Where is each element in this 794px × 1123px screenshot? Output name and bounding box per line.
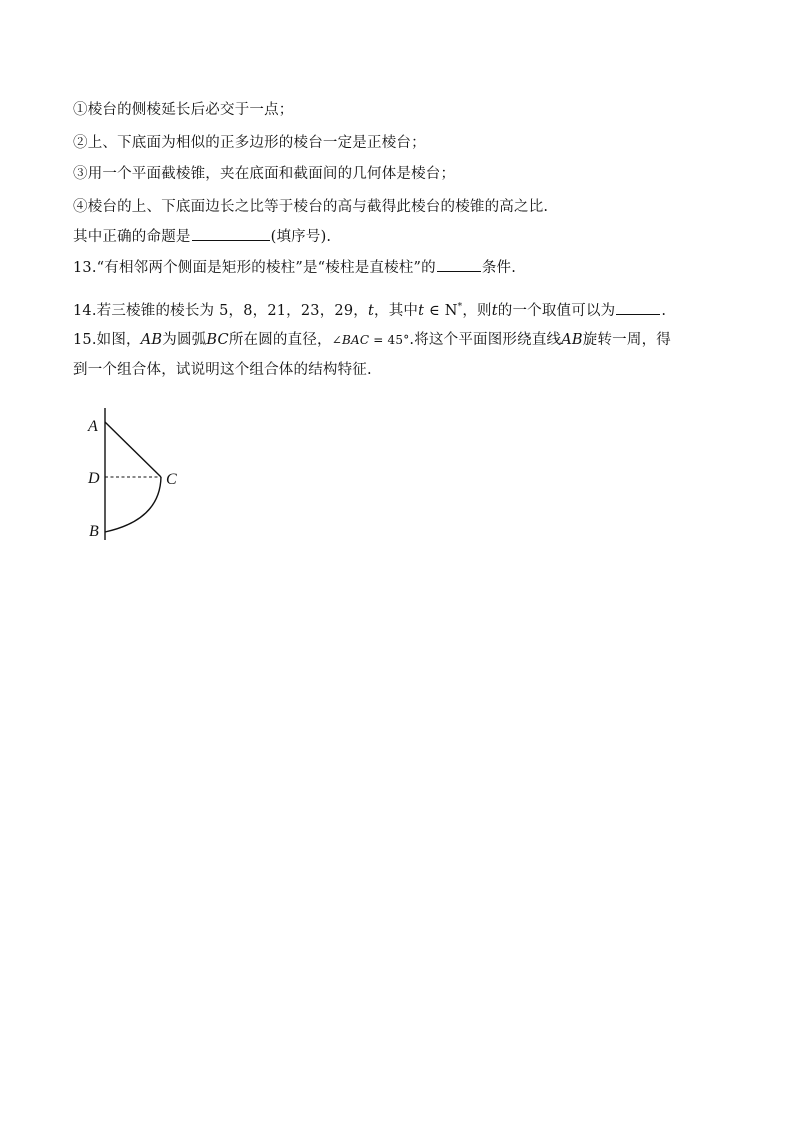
q15-ab-2: AB — [561, 332, 583, 348]
answer-blank-13[interactable] — [437, 257, 481, 272]
label-c: C — [166, 471, 177, 488]
q15-bc: BC — [206, 332, 229, 348]
q14-mid2: ，则 — [462, 302, 492, 319]
q15-part-a: 15.如图， — [73, 332, 141, 348]
statement-3: ③用一个平面截棱锥，夹在底面和截面间的几何体是棱台； — [73, 166, 456, 182]
q12-suffix: (填序号). — [270, 229, 332, 245]
label-d: D — [88, 470, 100, 487]
question-14 — [73, 296, 666, 322]
q14-sup: * — [457, 302, 463, 312]
q14-var-t3: t — [491, 302, 498, 319]
q14-var-t2: t — [418, 302, 425, 319]
statement-4: ④棱台的上、下底面边长之比等于棱台的高与截得此棱台的棱锥的高之比. — [73, 199, 549, 215]
statement-2: ②上、下底面为相似的正多边形的棱台一定是正棱台； — [73, 135, 426, 151]
q15-part-d: .将这个平面图形绕直线 — [409, 332, 562, 348]
answer-blank-12[interactable] — [192, 226, 270, 241]
figure-svg — [84, 404, 194, 544]
q12-prefix: 其中正确的命题是 — [73, 229, 191, 245]
q15-angle-value: = 45° — [369, 333, 410, 347]
question-13 — [73, 257, 516, 279]
q15-ab: AB — [140, 332, 163, 348]
q15-part-c: 所在圆的直径， — [228, 332, 332, 348]
q14-prefix: 14.若三棱锥的棱长为 5，8，21，23，29， — [73, 302, 368, 319]
label-b: B — [89, 523, 99, 540]
answer-blank-14[interactable] — [616, 300, 660, 315]
q14-in: ∈ N — [424, 302, 458, 319]
arc-bc — [105, 477, 161, 532]
q13-suffix: 条件. — [481, 260, 517, 276]
statement-1: ①棱台的侧棱延长后必交于一点； — [73, 102, 294, 118]
geometry-figure — [84, 404, 194, 544]
q15-part-e: 旋转一周，得 — [582, 332, 671, 348]
label-a: A — [88, 418, 98, 435]
segment-ac — [105, 422, 161, 477]
q14-end: . — [661, 302, 667, 319]
question-12-answer-line — [73, 226, 331, 248]
q13-prefix: 13.“有相邻两个侧面是矩形的棱柱”是“棱柱是直棱柱”的 — [73, 260, 436, 276]
q15-angle: ∠BAC — [331, 333, 370, 347]
q14-var-t1: t — [367, 302, 375, 319]
question-15-line-2: 到一个组合体，试说明这个组合体的结构特征. — [73, 362, 372, 378]
q14-mid1: ，其中 — [374, 302, 419, 319]
question-15-line-1 — [73, 329, 671, 351]
q15-part-b: 为圆弧 — [162, 332, 207, 348]
q14-suffix: 的一个取值可以为 — [497, 302, 616, 319]
